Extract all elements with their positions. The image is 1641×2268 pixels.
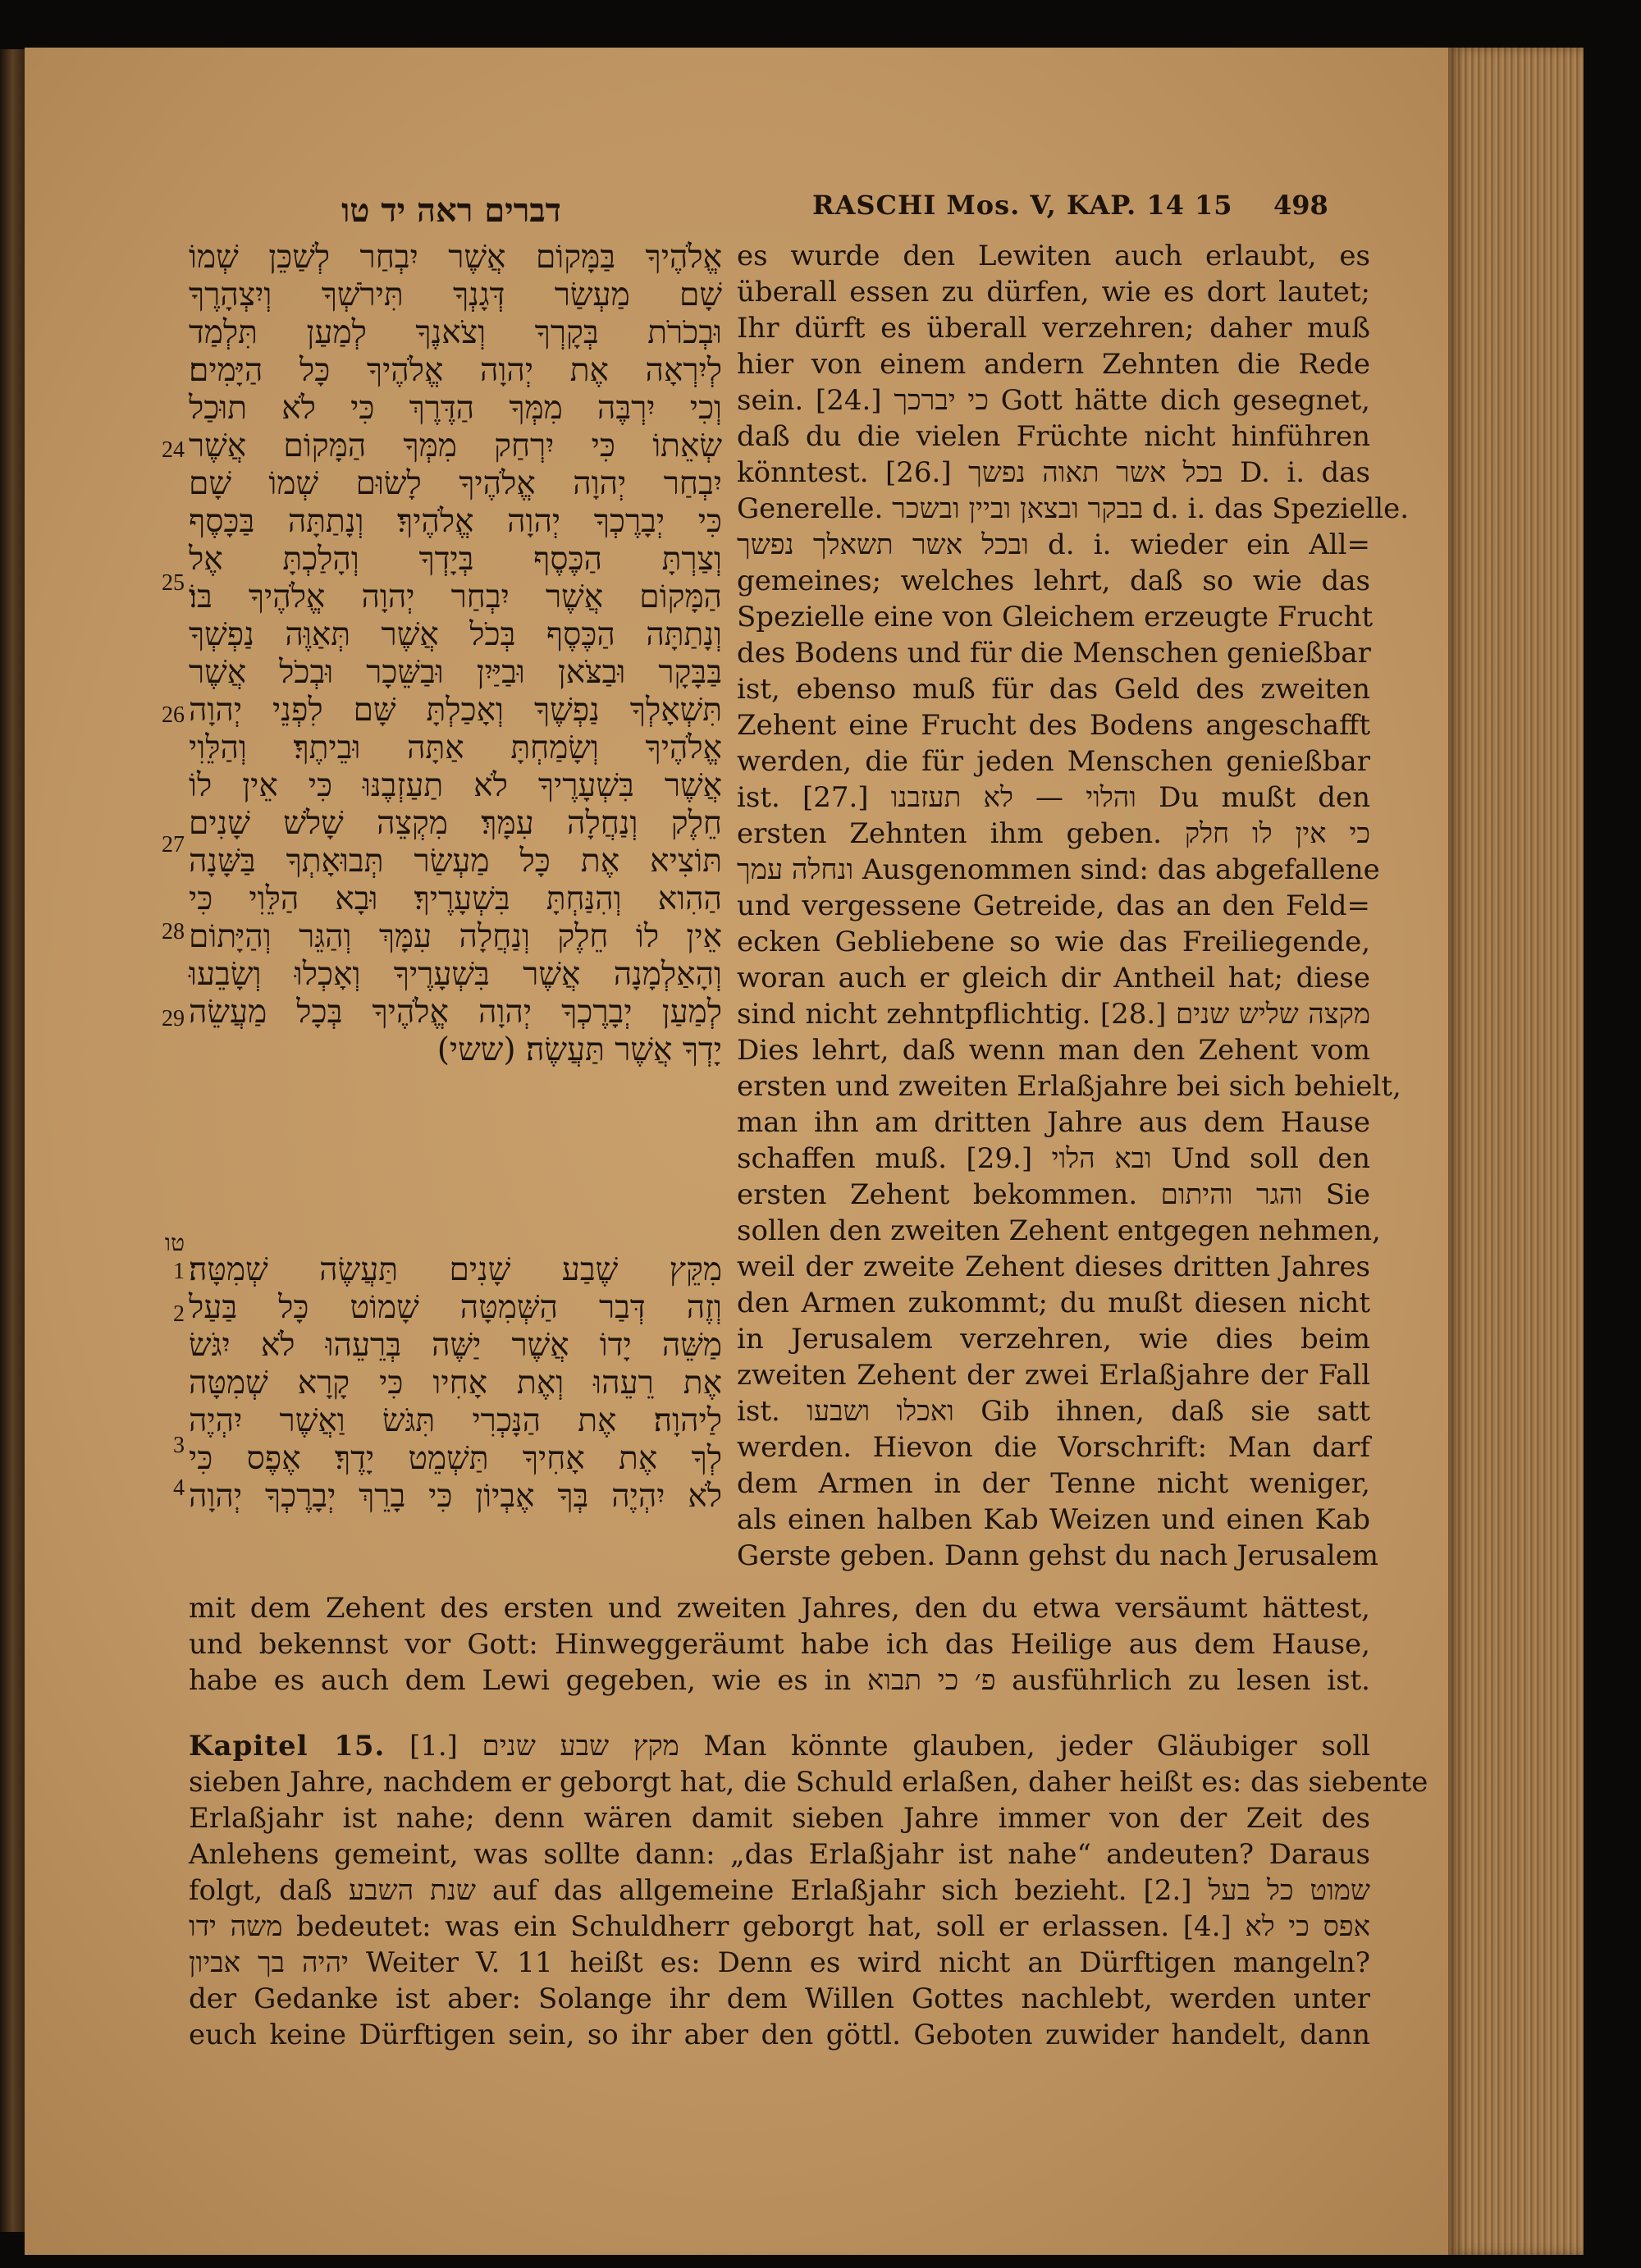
commentary-line: ersten Zehent bekommen. והגר והיתום Sie: [737, 1178, 1370, 1211]
commentary-line: Spezielle eine von Gleichem erzeugte Frucht: [737, 601, 1374, 633]
hebrew-verse-line: אֲשֶׁר בִּשְׁעָרֶיךָ לֹא תַעַזְבֶנּוּ כִּי אֵין לוֹ: [189, 767, 722, 804]
commentary-line: es wurde den Lewiten auch erlaubt, es: [737, 240, 1370, 272]
commentary-line: Zehent eine Frucht des Bodens angeschafft: [737, 709, 1370, 742]
verse-number: 3: [173, 1433, 185, 1458]
commentary-line: hier von einem andern Zehnten die Rede: [737, 348, 1370, 381]
verse-number: 26: [162, 702, 185, 728]
hebrew-verse-line: וְצַרְתָּ הַכֶּסֶף בְּיָדְךָ וְהָלַכְתָּ אֶל: [189, 541, 722, 578]
commentary-line: Gerste geben. Dann gehst du nach Jerusalem: [737, 1539, 1378, 1572]
hebrew-verse-line: הַהִוא וְהִנַּחְתָּ בִּשְׁעָרֶיךָ׃ וּבָא הַלֵּוִי כִּי: [189, 880, 722, 917]
commentary-line: werden, die für jeden Menschen genießbar: [737, 745, 1370, 778]
commentary-line: ersten Zehnten ihm geben. כי אין לו חלק: [737, 817, 1371, 850]
hebrew-verse-line: יִבְחַר יְהוָה אֱלֹהֶיךָ לָשׂוּם שְׁמוֹ שָׁם: [189, 465, 722, 502]
hebrew-verse-line: חֵלֶק וְנַחֲלָה עִמָּךְ׃ מִקְצֵה שָׁלֹשׁ שָׁנִים: [189, 805, 722, 842]
hebrew-verse-line: הַמָּקוֹם אֲשֶׁר יִבְחַר יְהוָה אֱלֹהֶיךָ בּוֹ׃: [189, 578, 722, 615]
commentary-line: sind nicht zehntpflichtig. [28.] מקצה שליש שנים: [737, 998, 1371, 1031]
hebrew-verse-line: וְנָתַתָּה הַכֶּסֶף בְּכֹל אֲשֶׁר תְּאַוֶּה נַפְשְׁךָ: [189, 616, 722, 653]
hebrew-verse-line: יָדְךָ אֲשֶׁר תַּעֲשֶׂה׃ (ששי): [437, 1031, 722, 1068]
hebrew-verse-line: אֱלֹהֶיךָ בַּמָּקוֹם אֲשֶׁר יִבְחַר לְשַׁכֵּן שְׁמוֹ: [189, 239, 722, 276]
commentary-line: und bekennst vor Gott: Hinweggeräumt habe ich das Heilige aus dem Hause,: [189, 1628, 1370, 1661]
verse-number: 1: [173, 1259, 185, 1284]
commentary-line: יהיה בך אביון Weiter V. 11 heißt es: Denn es wird nicht an Dürftigen mangeln?: [189, 1946, 1370, 1979]
commentary-line: des Bodens und für die Menschen genießbar: [737, 637, 1371, 670]
verse-number: 28: [162, 919, 185, 944]
german-commentary-column: [737, 238, 1410, 1584]
hebrew-verse-line: תּוֹצִיא אֶת כָּל מַעְשַׂר תְּבוּאָתְךָ בַּשָּׁנָה: [189, 843, 722, 880]
commentary-line: sein. [24.] כי יברכך Gott hätte dich gesegnet,: [737, 384, 1370, 417]
commentary-line: ist. ואכלו ושבעו Gib ihnen, daß sie satt: [737, 1395, 1370, 1428]
commentary-line: ist, ebenso muß für das Geld des zweiten: [737, 673, 1370, 706]
header-hebrew-title: דברים ראה יד טו: [341, 191, 561, 230]
chapter-15-first-line: [189, 1728, 1370, 1764]
commentary-line: daß du die vielen Früchte nicht hinführen: [737, 420, 1370, 453]
hebrew-verse-line: שָׁם מַעְשַׂר דְּגָנְךָ תִּירֹשְׁךָ וְיִצְהָרֶךָ: [189, 277, 722, 313]
hebrew-verse-line: אֱלֹהֶיךָ וְשָׂמַחְתָּ אַתָּה וּבֵיתֶךָ׃ וְהַלֵּוִי: [189, 729, 722, 766]
commentary-line: Anlehens gemeint, was sollte dann: „das Erlaßjahr ist nahe“ andeuten? Daraus: [189, 1838, 1370, 1871]
commentary-line: den Armen zukommt; du mußt diesen nicht: [737, 1287, 1370, 1319]
hebrew-text-column: [189, 238, 722, 1534]
commentary-line: Generelle. בבקר ובצאן וביין ובשכר d. i. das Spezielle.: [737, 492, 1410, 525]
commentary-line: habe es auch dem Lewi gegeben, wie es in פ׳ כי תבוא ausführlich zu lesen ist.: [189, 1664, 1370, 1697]
commentary-line: ובכל אשר תשאלך נפשך d. i. wieder ein All=: [737, 528, 1370, 561]
commentary-line: dem Armen in der Tenne nicht weniger,: [737, 1467, 1370, 1500]
book-spine: [0, 49, 28, 2232]
hebrew-verse-line: וְכִי יִרְבֶּה מִמְּךָ הַדֶּרֶךְ כִּי לֹא תוּכַל: [189, 390, 722, 427]
commentary-line: werden. Hievon die Vorschrift: Man darf: [737, 1431, 1370, 1464]
hebrew-verse-line: אֵין לוֹ חֵלֶק וְנַחֲלָה עִמָּךְ וְהַגֵּר וְהַיָּתוֹם: [189, 918, 722, 955]
commentary-line: euch keine Dürftigen sein, so ihr aber den göttl. Geboten zuwider handelt, dann: [189, 2019, 1370, 2051]
hebrew-verse-line: מַשֵּׁה יָדוֹ אֲשֶׁר יַשֶּׁה בְּרֵעֵהוּ לֹא יִגֹּשׂ: [189, 1327, 722, 1364]
hebrew-verse-line: לֹא יִהְיֶה בְּךָ אֶבְיוֹן כִּי בָרֵךְ יְבָרֶכְךָ יְהוָה: [189, 1478, 722, 1515]
commentary-line: schaffen muß. [29.] ובא הלוי Und soll den: [737, 1142, 1370, 1175]
verse-number: 2: [173, 1301, 185, 1327]
commentary-line: ersten und zweiten Erlaßjahre bei sich behielt,: [737, 1070, 1401, 1103]
running-header: [25, 183, 1419, 232]
commentary-line: und vergessene Getreide, das an den Feld=: [737, 889, 1370, 922]
hebrew-verse-line: וְזֶה דְּבַר הַשְּׁמִטָּה שָׁמוֹט כָּל בַּעַל: [189, 1289, 722, 1326]
commentary-line: mit dem Zehent des ersten und zweiten Jahres, den du etwa versäumt hättest,: [189, 1592, 1370, 1625]
chapter-heading: Kapitel 15.: [189, 1730, 386, 1763]
hebrew-verse-line: לְיִרְאָה אֶת יְהוָה אֱלֹהֶיךָ כָּל הַיָּמִים׃: [189, 352, 722, 389]
verse-number: 24: [162, 437, 185, 463]
commentary-line: משה ידו bedeutet: was ein Schuldherr geborgt hat, soll er erlassen. [4.] אפס כי לא: [189, 1910, 1371, 1943]
hebrew-verse-line: תִּשְׁאָלְךָ נַפְשֶׁךָ וְאָכַלְתָּ שָּׁם לִפְנֵי יְהוָה: [189, 692, 722, 729]
hebrew-verse-line: שְׂאֵתוֹ כִּי יִרְחַק מִמְּךָ הַמָּקוֹם אֲשֶׁר: [189, 428, 722, 464]
commentary-line: könntest. [26.] בכל אשר תאוה נפשך D. i. das: [737, 456, 1370, 489]
commentary-line: sollen den zweiten Zehent entgegen nehmen,: [737, 1214, 1381, 1247]
verse-number: 27: [162, 832, 185, 857]
hebrew-verse-line: וְהָאַלְמָנָה אֲשֶׁר בִּשְׁעָרֶיךָ וְאָכְלוּ וְשָׂבֵעוּ: [189, 956, 722, 993]
commentary-line: der Gedanke ist aber: Solange ihr dem Willen Gottes nachlebt, werden unter: [189, 1982, 1370, 2015]
commentary-line: in Jerusalem verzehren, wie dies beim: [737, 1323, 1370, 1356]
page-edges: [1448, 48, 1584, 2255]
chapter-first-line-text: [1.] מקץ שבע שנים Man könnte glauben, jeder Gläubiger soll: [409, 1730, 1371, 1763]
commentary-line: als einen halben Kab Weizen und einen Kab: [737, 1503, 1370, 1536]
commentary-line: gemeines; welches lehrt, daß so wie das: [737, 565, 1370, 597]
commentary-line: man ihn am dritten Jahre aus dem Hause: [737, 1106, 1370, 1139]
header-german-title: RASCHI Mos. V, KAP. 14 15: [812, 190, 1233, 221]
hebrew-verse-line: וּבְכֹרֹת בְּקָרְךָ וְצֹאנֶךָ לְמַעַן תִּלְמַד: [189, 314, 722, 351]
hebrew-verse-line: לַיהוָה׃ אֶת הַנָּכְרִי תִּגֹּשׂ וַאֲשֶׁר יִהְיֶה: [189, 1402, 722, 1439]
commentary-line: zweiten Zehent der zwei Erlaßjahre der Fall: [737, 1359, 1370, 1392]
commentary-line: ecken Gebliebene so wie das Freiliegende,: [737, 926, 1370, 958]
book-page: [25, 48, 1584, 2255]
hebrew-verse-line: כִּי יְבָרֶכְךָ יְהוָה אֱלֹהֶיךָ׃ וְנָתַתָּה בַּכָּסֶף: [189, 503, 722, 540]
commentary-line: woran auch er gleich dir Antheil hat; diese: [737, 962, 1370, 995]
commentary-line: Erlaßjahr ist nahe; denn wären damit sieben Jahre immer von der Zeit des: [189, 1802, 1370, 1835]
chapter-marker: טו: [164, 1229, 185, 1256]
verse-number: 29: [162, 1006, 185, 1031]
hebrew-verse-line: מִקֵּץ שֶׁבַע שָׁנִים תַּעֲשֶׂה שְׁמִטָּה׃: [189, 1251, 722, 1288]
commentary-line: ist. [27.] והלוי — לא תעזבנו Du mußt den: [737, 781, 1370, 814]
hebrew-verse-line: בַּבָּקָר וּבַצֹּאן וּבַיַּיִן וּבַשֵּׁכָר וּבְכֹל אֲשֶׁר: [189, 654, 722, 691]
commentary-line: weil der zweite Zehent dieses dritten Jahres: [737, 1251, 1370, 1283]
page-number: 498: [1273, 190, 1328, 221]
hebrew-verse-line: לְמַעַן יְבָרֶכְךָ יְהוָה אֱלֹהֶיךָ בְּכָל מַעֲשֵׂה: [189, 994, 722, 1031]
hebrew-verse-line: אֶת רֵעֵהוּ וְאֶת אָחִיו כִּי קָרָא שְׁמִטָּה: [189, 1365, 722, 1401]
commentary-line: Ihr dürft es überall verzehren; daher muß: [737, 312, 1370, 345]
commentary-line: folgt, daß שנת השבע auf das allgemeine Erlaßjahr sich bezieht. [2.] שמוט כל בעל: [189, 1874, 1370, 1907]
verse-number: 4: [173, 1475, 185, 1501]
commentary-line: überall essen zu dürfen, wie es dort lautet;: [737, 276, 1370, 309]
commentary-line: Dies lehrt, daß wenn man den Zehent vom: [737, 1034, 1370, 1067]
commentary-line: ונחלה עמך Ausgenommen sind: das abgefallene: [737, 853, 1380, 886]
commentary-line: sieben Jahre, nachdem er geborgt hat, die Schuld erlaßen, daher heißt es: das siebente: [189, 1766, 1428, 1799]
hebrew-verse-line: לְךָ אֶת אָחִיךָ תַּשְׁמֵט יָדֶךָ׃ אֶפֶס כִּי: [189, 1440, 722, 1477]
verse-number: 25: [162, 570, 185, 596]
